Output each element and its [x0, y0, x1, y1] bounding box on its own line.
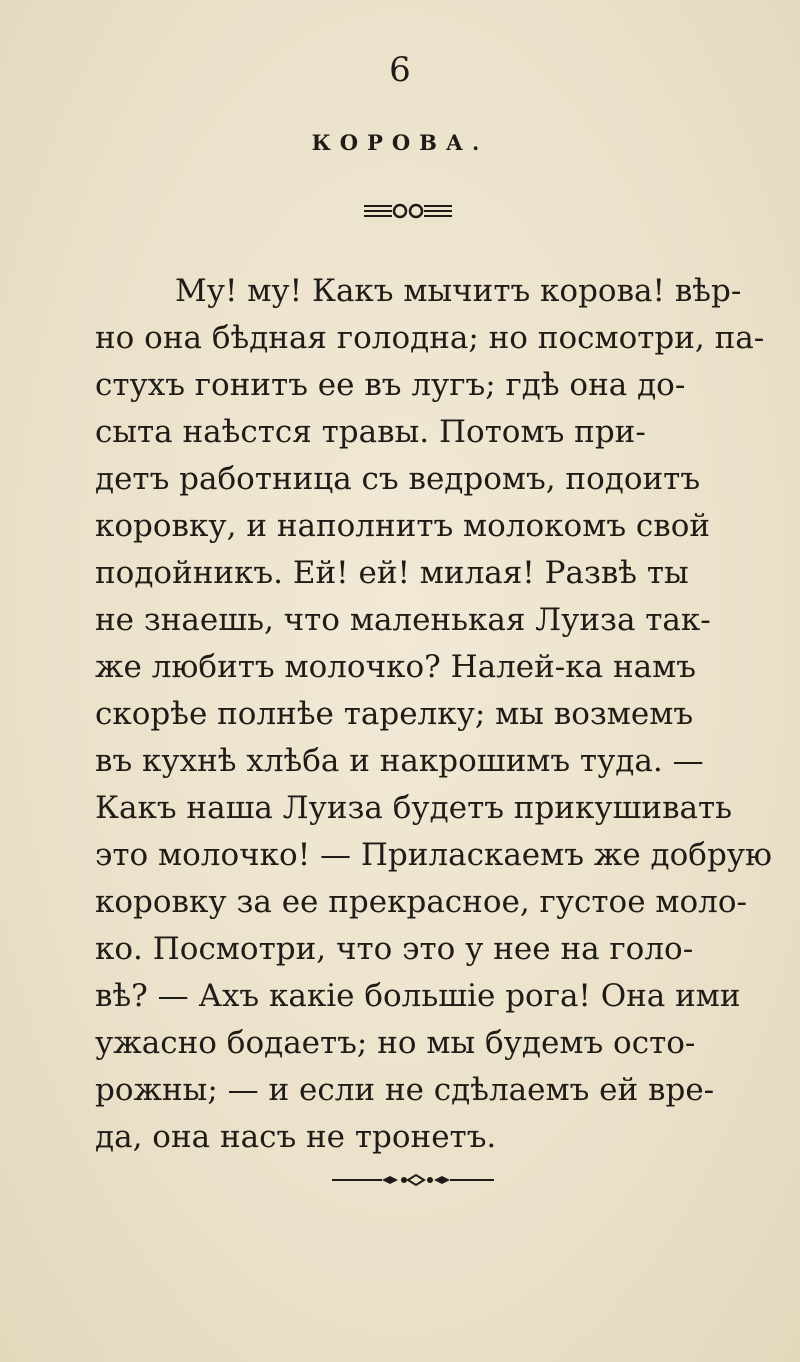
text-line: коровку, и наполнитъ молокомъ свой — [95, 508, 711, 544]
text-line: сыта наѣстся травы. Потомъ при- — [95, 414, 646, 450]
text-line: но она бѣдная голодна; но посмотри, па- — [95, 320, 765, 356]
text-line: вѣ? — Ахъ какіе большіе рога! Она ими — [95, 978, 741, 1014]
text-line: въ кухнѣ хлѣба и накрошимъ туда. — — [95, 743, 704, 779]
text-line: коровку за ее прекрасное, густое моло- — [95, 884, 748, 920]
text-line: же любитъ молочко? Налей-ка намъ — [95, 649, 696, 685]
page-number: 6 — [389, 50, 411, 90]
text-line: Му! му! Какъ мычитъ корова! вѣр- — [175, 273, 742, 309]
text-line: скорѣе полнѣе тарелку; мы возмемъ — [95, 696, 694, 732]
text-line: Какъ наша Луиза будетъ прикушивать — [95, 790, 733, 826]
chapter-title: КОРОВА. — [311, 130, 489, 155]
ornament-divider-bottom — [330, 1172, 496, 1188]
text-line: детъ работница съ ведромъ, подоитъ — [95, 461, 701, 497]
text-line: подойникъ. Ей! ей! милая! Развѣ ты — [95, 555, 689, 591]
text-line: ко. Посмотри, что это у нее на голо- — [95, 931, 694, 967]
text-line: стухъ гонитъ ее въ лугъ; гдѣ она до- — [95, 367, 686, 403]
text-line: это молочко! — Приласкаемъ же добрую — [95, 837, 773, 873]
text-line: не знаешь, что маленькая Луиза так- — [95, 602, 711, 638]
text-line: да, она насъ не тронетъ. — [95, 1119, 497, 1155]
text-line: рожны; — и если не сдѣлаемъ ей вре- — [95, 1072, 715, 1108]
ornament-divider-top — [360, 201, 456, 221]
text-line: ужасно бодаетъ; но мы будемъ осто- — [95, 1025, 696, 1061]
story-text — [95, 268, 773, 1161]
